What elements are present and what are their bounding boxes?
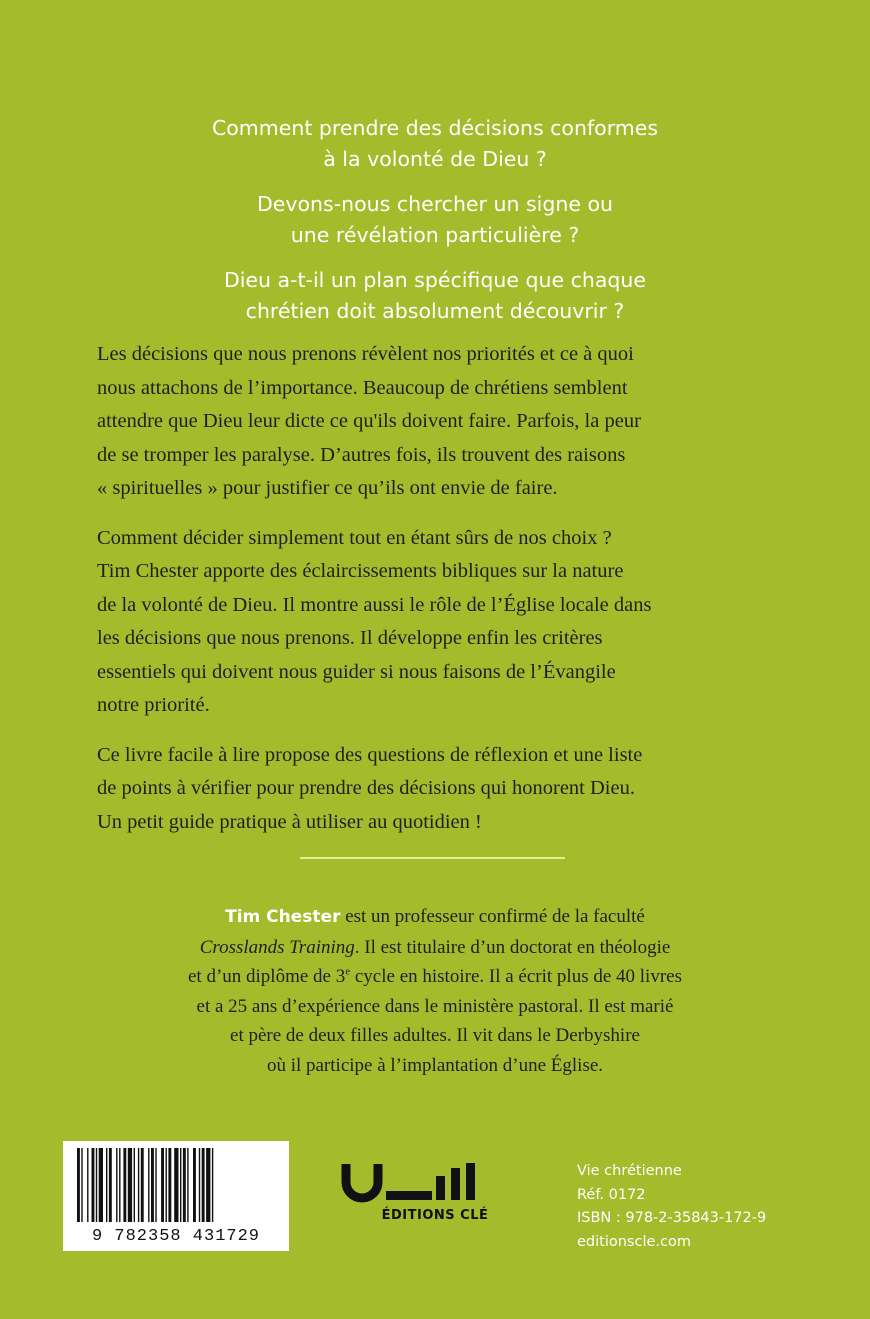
barcode-bar — [119, 1148, 120, 1222]
barcode-bars-icon — [71, 1148, 281, 1226]
blurb-line: Les décisions que nous prenons révèlent nos priorités et ce à quoi — [97, 343, 634, 365]
question-2-line-1: Devons-nous chercher un signe ou — [256, 192, 614, 216]
blurb-line: Comment décider simplement tout en étant sûrs de nos choix ? — [97, 526, 612, 549]
blurb-line: Un petit guide pratique à utiliser au quotidien ! — [97, 810, 482, 833]
question-1-line-1: Comment prendre des décisions conformes — [211, 116, 659, 140]
barcode — [63, 1141, 289, 1251]
blurb — [97, 338, 787, 855]
blurb-line: notre priorité. — [97, 694, 210, 716]
barcode-bar — [202, 1148, 205, 1222]
barcode-digits: 9 782358 431729 — [91, 1227, 261, 1246]
question-2 — [0, 189, 870, 251]
bio-text: cycle en histoire. Il a écrit plus de 40 livres — [350, 966, 682, 987]
blurb-line: Ce livre facile à lire propose des questions de réflexion et une liste — [97, 743, 643, 766]
section-divider — [300, 857, 565, 859]
blurb-paragraph-2 — [97, 522, 787, 723]
question-1-line-2: à la volonté de Dieu ? — [323, 147, 547, 171]
barcode-bar — [92, 1148, 95, 1222]
barcode-bar — [109, 1148, 112, 1222]
editions-cle-logo-icon — [340, 1160, 530, 1208]
ordinal-superscript: e — [345, 965, 351, 978]
publisher-name: ÉDITIONS CLÉ — [381, 1208, 489, 1223]
blurb-line: de points à vérifier pour prendre des décisions qui honorent Dieu. — [97, 777, 635, 799]
blurb-line: Tim Chester apporte des éclaircissements bibliques sur la nature — [97, 560, 624, 582]
barcode-bar — [166, 1148, 167, 1222]
barcode-bar — [77, 1148, 80, 1222]
barcode-bar — [187, 1148, 188, 1222]
isbn-label: ISBN : 978-2-35843-172-9 — [577, 1210, 767, 1226]
barcode-bar — [174, 1148, 178, 1222]
question-1 — [0, 113, 870, 175]
question-3-line-2: chrétien doit absolument découvrir ? — [245, 299, 625, 323]
barcode-bar — [106, 1148, 107, 1222]
bio-line-3 — [0, 962, 870, 992]
blurb-paragraph-1 — [97, 338, 787, 506]
blurb-line: de se tromper les paralyse. D’autres fois, ils trouvent des raisons — [97, 443, 626, 466]
barcode-bar — [199, 1148, 200, 1222]
barcode-bar — [81, 1148, 82, 1222]
book-info — [577, 1160, 766, 1254]
barcode-bar — [134, 1148, 135, 1222]
barcode-bar — [128, 1148, 132, 1222]
barcode-bar — [87, 1148, 88, 1222]
blurb-line: essentiels qui doivent nous guider si nous faisons de l’Évangile — [97, 660, 616, 683]
barcode-bar — [138, 1148, 139, 1222]
barcode-bar — [141, 1148, 144, 1222]
blurb-paragraph-3 — [97, 739, 787, 840]
bio-line-5: et père de deux filles adultes. Il vit dans le Derbyshire — [230, 1025, 640, 1046]
publisher-logo — [340, 1160, 530, 1230]
author-name: Tim Chester — [225, 907, 341, 927]
bio-text: est un professeur confirmé de la faculté — [340, 906, 645, 927]
faculty-name: Crosslands Training — [199, 936, 355, 958]
bio-line-1 — [0, 902, 870, 933]
barcode-bar — [155, 1148, 156, 1222]
website-link[interactable]: editionscle.com — [577, 1233, 691, 1250]
question-3-line-1: Dieu a-t-il un plan spécifique que chaque — [223, 268, 647, 292]
barcode-bar — [96, 1148, 97, 1222]
bio-line-4: et a 25 ans d’expérience dans le ministère pastoral. Il est marié — [196, 995, 674, 1017]
barcode-bar — [212, 1148, 213, 1222]
barcode-bar — [206, 1148, 210, 1222]
barcode-bar — [161, 1148, 164, 1222]
barcode-bar — [180, 1148, 181, 1222]
bio-line-2 — [0, 933, 870, 963]
blurb-line: « spirituelles » pour justifier ce qu’ils ont envie de faire. — [97, 477, 558, 499]
blurb-line: nous attachons de l’importance. Beaucoup de chrétiens semblent — [97, 376, 628, 399]
reference-number: Réf. 0172 — [577, 1186, 646, 1203]
bio-line-6: où il participe à l’implantation d’une Église. — [266, 1054, 604, 1076]
blurb-line: les décisions que nous prenons. Il développe enfin les critères — [97, 627, 603, 649]
barcode-bar — [183, 1148, 186, 1222]
question-3 — [0, 265, 870, 327]
barcode-bar — [123, 1148, 126, 1222]
barcode-bar — [116, 1148, 117, 1222]
barcode-bar — [148, 1148, 149, 1222]
barcode-bar — [151, 1148, 154, 1222]
barcode-bar — [193, 1148, 196, 1222]
blurb-line: attendre que Dieu leur dicte ce qu'ils doivent faire. Parfois, la peur — [97, 410, 641, 432]
blurb-line: de la volonté de Dieu. Il montre aussi le rôle de l’Église locale dans — [97, 593, 652, 616]
bio-text: et d’un diplôme de 3 — [187, 966, 346, 987]
barcode-bar — [99, 1148, 103, 1222]
category-label: Vie chrétienne — [577, 1163, 682, 1179]
question-2-line-2: une révélation particulière ? — [290, 223, 580, 247]
barcode-bar — [168, 1148, 171, 1222]
bio-text: . Il est titulaire d’un doctorat en théologie — [354, 936, 671, 958]
back-cover-questions — [0, 113, 870, 341]
author-bio — [0, 902, 870, 1080]
